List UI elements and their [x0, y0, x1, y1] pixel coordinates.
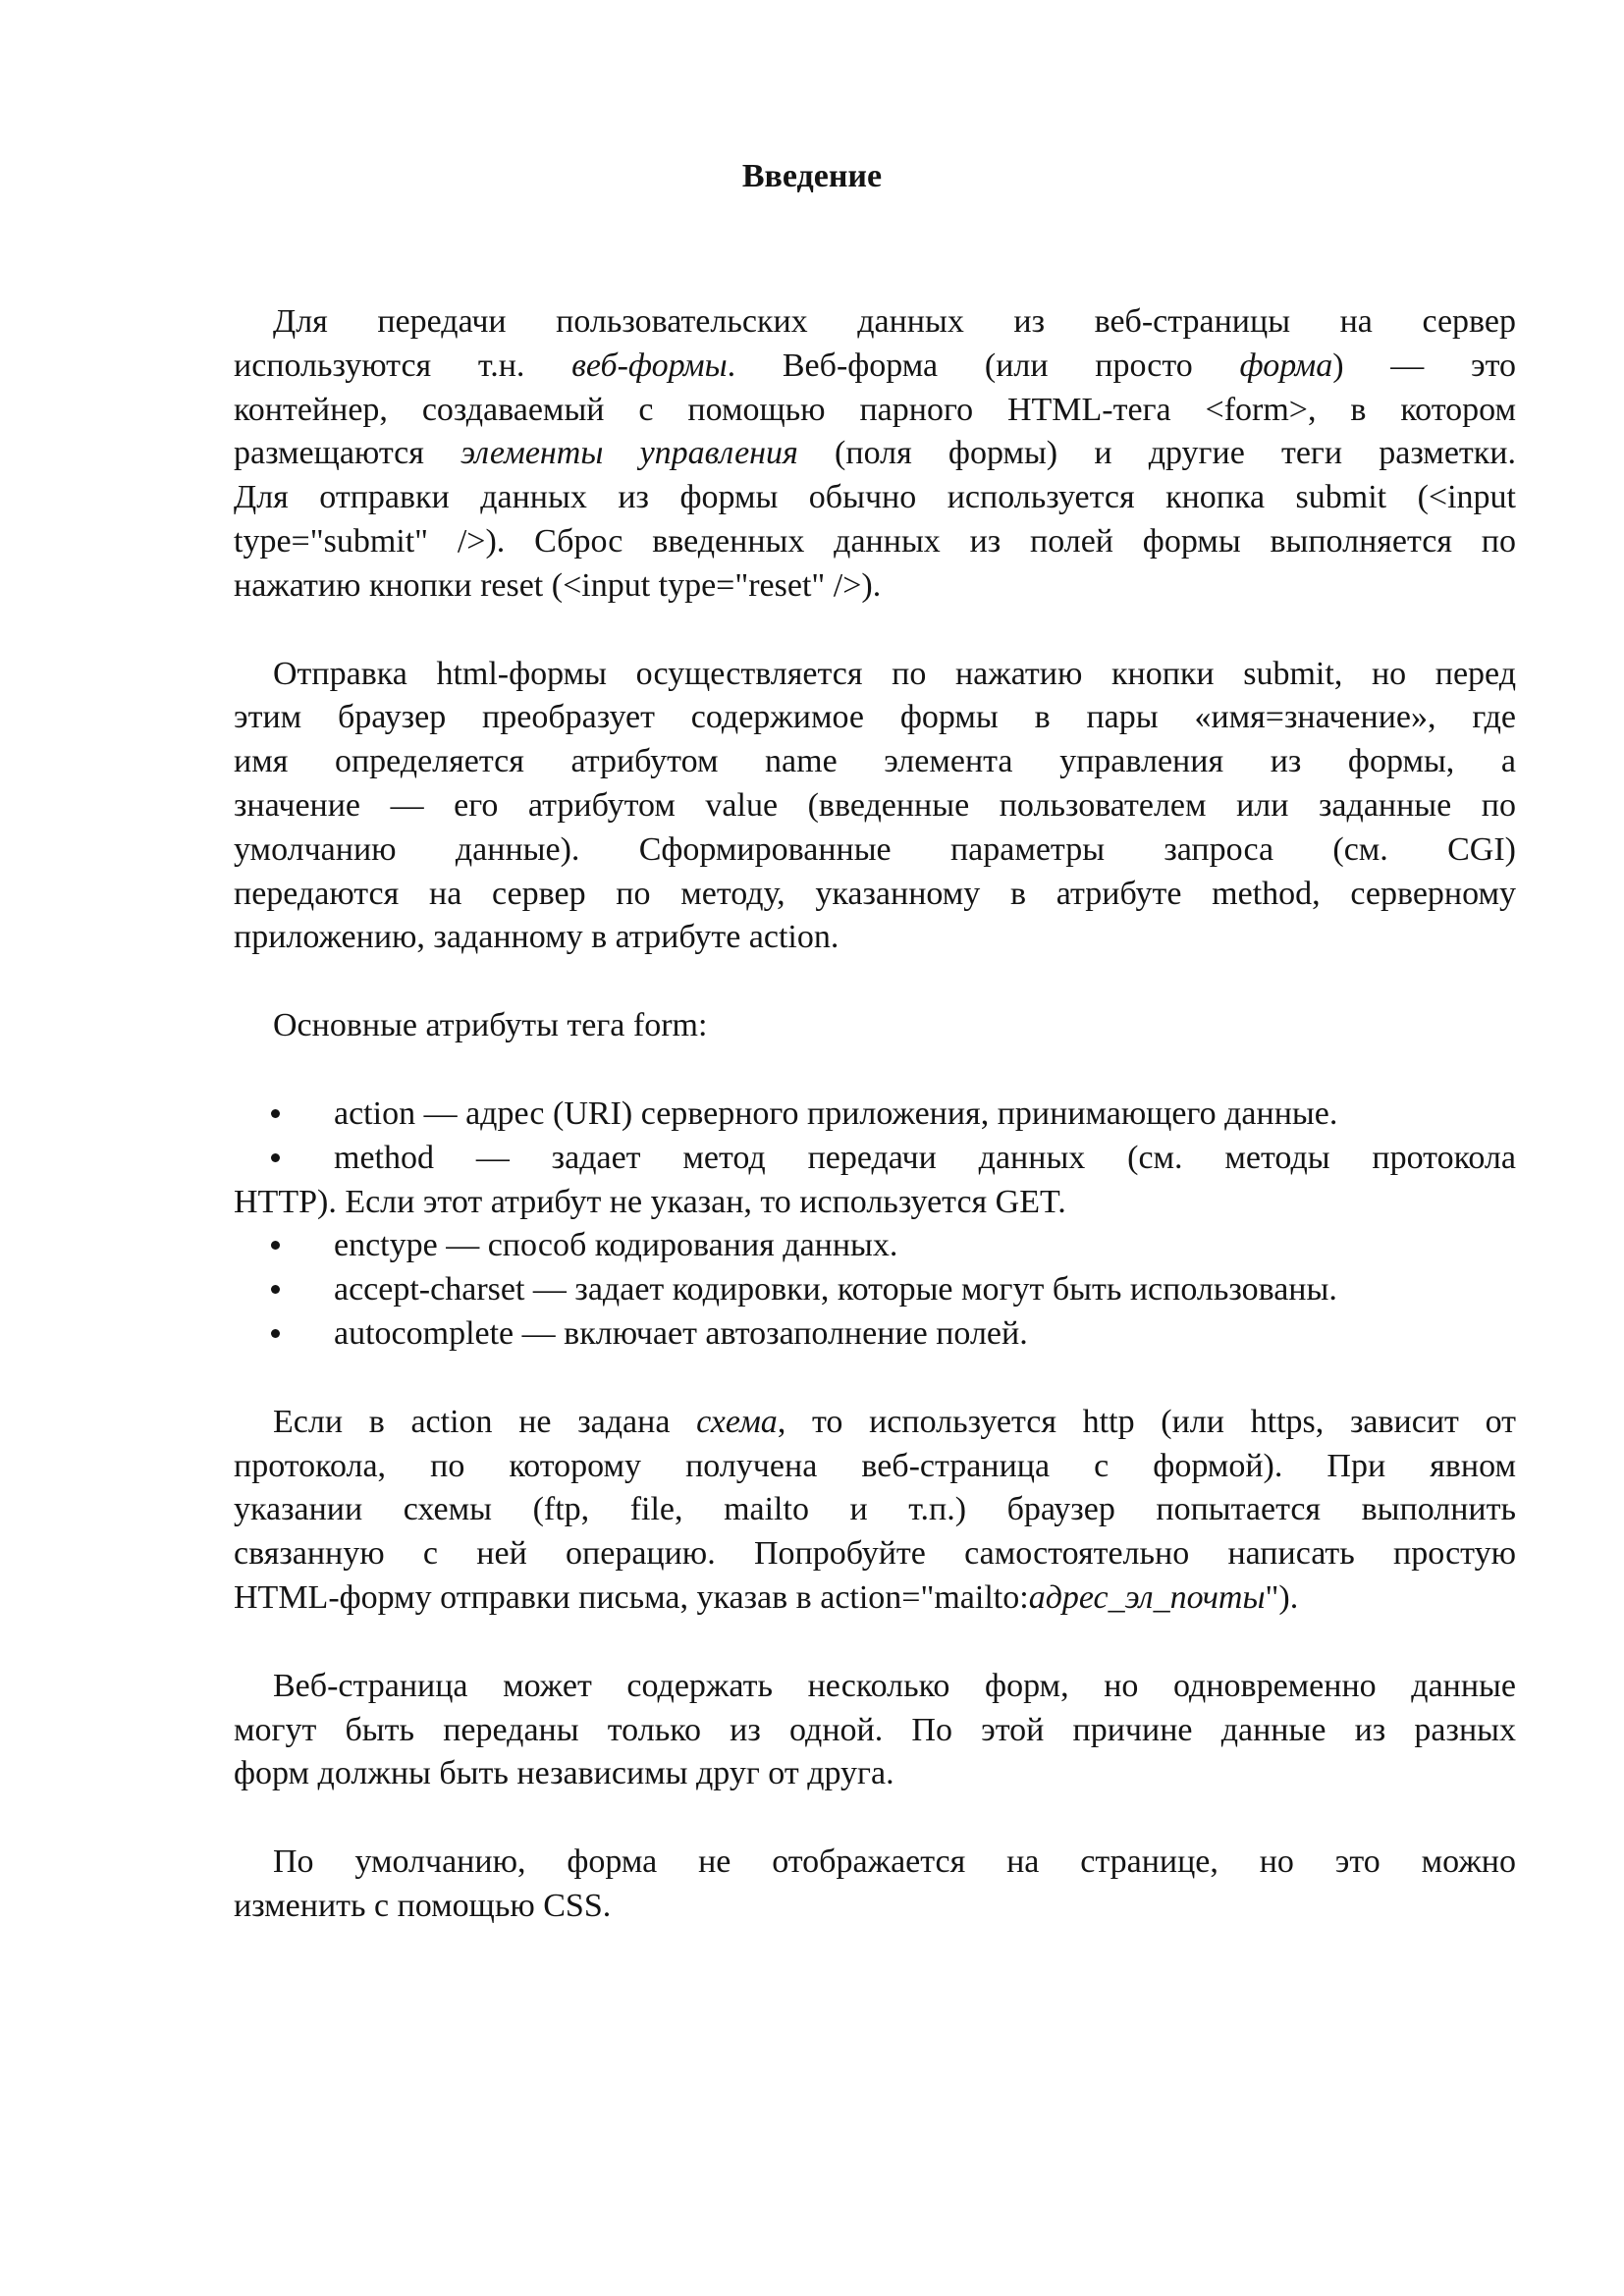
- text-run: связанную с ней операцию. Попробуйте самостоятельно написать простую: [234, 1535, 1516, 1573]
- text-run: По умолчанию, форма не отображается на странице, но это можно: [273, 1843, 1516, 1881]
- text-line: [234, 389, 1516, 433]
- text-line: [234, 916, 1516, 960]
- text-run: приложению, заданному в атрибуте action.: [234, 919, 839, 956]
- text-run: , то используется http (или https, зависит от: [777, 1403, 1516, 1440]
- text-line: [234, 1532, 1516, 1576]
- text-run: этим браузер преобразует содержимое формы в пары «имя=значение», где: [234, 699, 1516, 736]
- text-line: method — задает метод передачи данных (см. методы протокола: [334, 1139, 1516, 1176]
- text-run: используются т.н.: [234, 347, 572, 384]
- text-run: . Веб-форма (или просто: [727, 347, 1240, 384]
- text-run: HTML-форму отправки письма, указав в action="mailto:: [234, 1578, 1029, 1616]
- attributes-intro: Основные атрибуты тега form:: [273, 1007, 708, 1044]
- emphasis-term: веб-формы: [571, 347, 728, 384]
- text-line: [234, 1665, 1516, 1709]
- text-run: ").: [1265, 1578, 1299, 1616]
- text-run: ) — это: [1332, 347, 1516, 384]
- text-line: [234, 1841, 1516, 1885]
- text-run: Веб-страница может содержать несколько форм, но одновременно данные: [273, 1667, 1516, 1704]
- bullet-icon: [271, 1329, 280, 1338]
- text-run: изменить с помощью CSS.: [234, 1887, 612, 1924]
- bullet-icon: [271, 1109, 280, 1118]
- text-run: Для отправки данных из формы обычно используется кнопка submit (<input: [234, 479, 1516, 516]
- text-line: HTTP). Если этот атрибут не указан, то используется GET.: [234, 1183, 1066, 1220]
- text-line: [234, 828, 1516, 873]
- text-line: [234, 1885, 1516, 1929]
- paragraph-intro: [234, 300, 1516, 609]
- text-run: значение — его атрибутом value (введенные пользователем или заданные по: [234, 786, 1516, 824]
- text-line: [234, 1709, 1516, 1753]
- text-line: [234, 784, 1516, 828]
- text-run: Отправка html-формы осуществляется по нажатию кнопки submit, но перед: [273, 655, 1516, 692]
- text-line: [234, 1752, 1516, 1796]
- paragraph-display: [234, 1841, 1516, 1929]
- document-body: [234, 300, 1516, 1973]
- text-run: указании схемы (ftp, file, mailto и т.п.) браузер попытается выполнить: [234, 1491, 1516, 1528]
- paragraph-scheme: [234, 1401, 1516, 1621]
- text-run: Для передачи пользовательских данных из веб-страницы на сервер: [273, 303, 1516, 340]
- list-item: [234, 1224, 1516, 1268]
- text-run: форм должны быть независимы друг от друга.: [234, 1755, 894, 1792]
- text-line: [234, 653, 1516, 697]
- text-run: могут быть переданы только из одной. По этой причине данные из разных: [234, 1711, 1516, 1748]
- paragraph-multiple-forms: [234, 1665, 1516, 1796]
- text-line: [234, 432, 1516, 476]
- text-run: умолчанию данные). Сформированные параметры запроса (см. CGI): [234, 830, 1516, 868]
- emphasis-term: элементы управления: [460, 435, 798, 472]
- text-line: [234, 1401, 1516, 1445]
- list-item: [234, 1093, 1516, 1137]
- text-line: [234, 1445, 1516, 1489]
- text-line: accept-charset — задает кодировки, которые могут быть использованы.: [334, 1271, 1337, 1308]
- text-run: нажатию кнопки reset (<input type="reset" />).: [234, 566, 882, 604]
- list-item: [234, 1268, 1516, 1312]
- emphasis-term: форма: [1239, 347, 1333, 384]
- page-title: Введение: [741, 158, 883, 194]
- text-run: контейнер, создаваемый с помощью парного HTML-тега <form>, в котором: [234, 391, 1516, 428]
- text-line: [234, 564, 1516, 609]
- text-run: передаются на сервер по методу, указанному в атрибуте method, серверному: [234, 875, 1516, 912]
- text-run: Если в action не задана: [273, 1403, 697, 1440]
- text-line: [234, 300, 1516, 345]
- paragraph-submit: [234, 653, 1516, 961]
- text-line: [234, 740, 1516, 784]
- text-line: [234, 520, 1516, 564]
- text-line: enctype — способ кодирования данных.: [334, 1227, 898, 1264]
- text-run: размещаются: [234, 435, 461, 472]
- text-line: [234, 476, 1516, 520]
- text-run: type="submit" />). Сброс введенных данных из полей формы выполняется по: [234, 522, 1516, 560]
- text-line: [234, 696, 1516, 740]
- list-item: [234, 1137, 1516, 1225]
- emphasis-term: схема: [696, 1403, 778, 1440]
- bullet-icon: [271, 1153, 280, 1162]
- attributes-list: [234, 1093, 1516, 1357]
- text-line: autocomplete — включает автозаполнение полей.: [334, 1314, 1028, 1352]
- list-item: [234, 1312, 1516, 1357]
- text-line: action — адрес (URI) серверного приложения, принимающего данные.: [334, 1095, 1338, 1132]
- text-run: протокола, по которому получена веб-страница с формой). При явном: [234, 1447, 1516, 1484]
- text-line: [234, 1488, 1516, 1532]
- text-run: имя определяется атрибутом name элемента управления из формы, а: [234, 743, 1516, 780]
- text-run: (поля формы) и другие теги разметки.: [797, 435, 1516, 472]
- text-line: [234, 1576, 1516, 1621]
- text-line: [234, 873, 1516, 917]
- emphasis-term: адрес_эл_почты: [1028, 1578, 1266, 1616]
- text-line: [234, 345, 1516, 389]
